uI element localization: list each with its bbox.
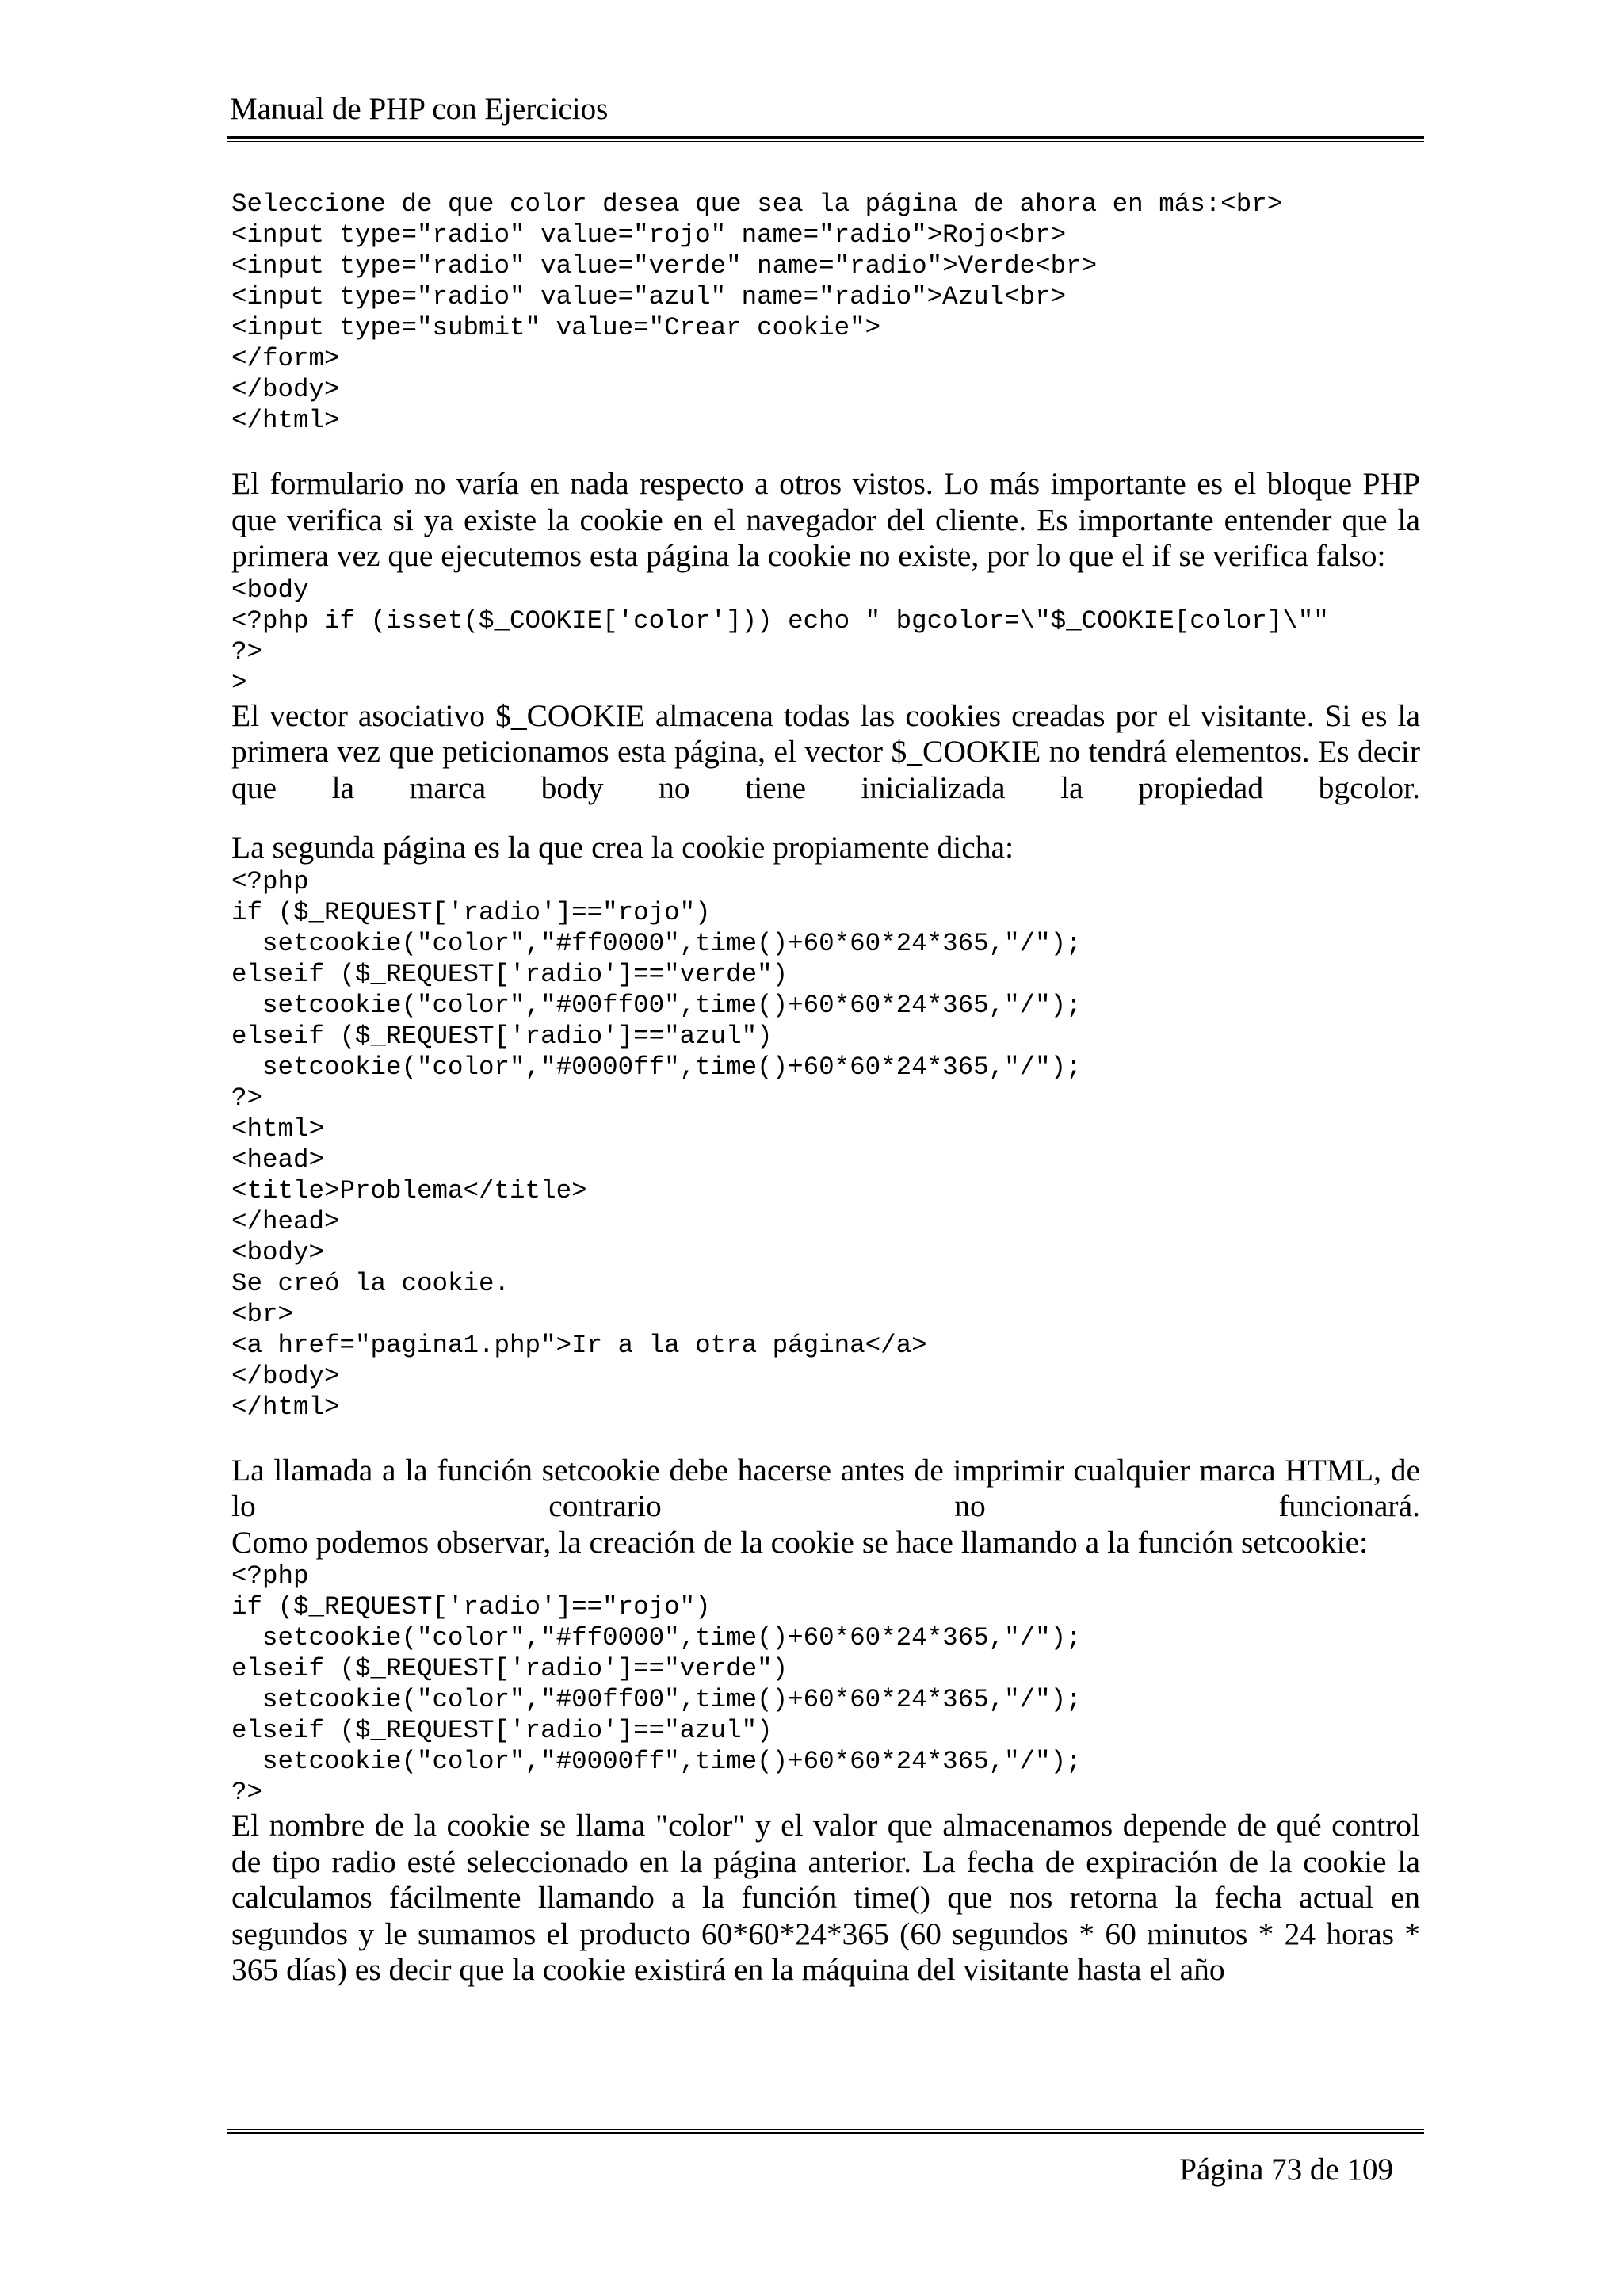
paragraph-form-explanation: El formulario no varía en nada respecto a otros vistos. Lo más importante es el bloque PHP que verifica si ya existe la cookie en el navegador del cliente. Es importante entender que la primera vez que ejecutemos esta página la cookie no existe, por lo que el if se verifica falso: — [231, 466, 1420, 573]
footer-rule-thin — [227, 2129, 1424, 2130]
header-rule-thin — [227, 141, 1424, 142]
paragraph-second-page-intro: La segunda página es la que crea la cookie propiamente dicha: — [231, 830, 1014, 865]
code-block-body-bgcolor: <body <?php if (isset($_COOKIE['color'])) echo " bgcolor=\"$_COOKIE[color]\"" ?> > — [231, 575, 1329, 697]
code-block-setcookie: <?php if ($_REQUEST['radio']=="rojo") setcookie("color","#ff0000",time()+60*60*24*365,"/"); elseif ($_REQUEST['radio']=="verde") setcookie("color","#00ff00",time()+60*60*24*365,"/"); elseif ($_REQUEST['radio']=="azul") setcookie("color","#0000ff",time()+60*60*24*365,"/"); ?> — [231, 1561, 1082, 1807]
header-rule-thick — [227, 136, 1424, 139]
code-block-second-page: <?php if ($_REQUEST['radio']=="rojo") setcookie("color","#ff0000",time()+60*60*24*365,"/"); elseif ($_REQUEST['radio']=="verde") setcookie("color","#00ff00",time()+60*60*24*365,"/"); elseif ($_REQUEST['radio']=="azul") setcookie("color","#0000ff",time()+60*60*24*365,"/"); ?> <html> <head> <title>Problema</title> </head> <body> Se creó la cookie. <br> <a href="pagina1.php">Ir a la otra página</a> </body> </html> — [231, 866, 1082, 1422]
page-number: Página 73 de 109 — [1179, 2153, 1393, 2187]
paragraph-setcookie-observe: Como podemos observar, la creación de la cookie se hace llamando a la función setcookie: — [231, 1524, 1369, 1560]
running-header-title: Manual de PHP con Ejercicios — [230, 92, 609, 126]
footer-rule-thick — [227, 2132, 1424, 2134]
paragraph-setcookie-before-html: La llamada a la función setcookie debe hacerse antes de imprimir cualquier marca HTML, de lo contrario no funcionará. — [231, 1452, 1420, 1523]
page-content — [231, 189, 1420, 1988]
paragraph-cookie-vector: El vector asociativo $_COOKIE almacena todas las cookies creadas por el visitante. Si es la primera vez que peticionamos esta página, el vector $_COOKIE no tendrá elementos. Es decir que la marca body no tiene inicializada la propiedad bgcolor. — [231, 697, 1420, 805]
paragraph-cookie-name-value: El nombre de la cookie se llama "color" y el valor que almacenamos depende de qué control de tipo radio esté seleccionado en la página anterior. La fecha de expiración de la cookie la calculamos fácilmente llamando a la función time() que nos retorna la fecha actual en segundos y le sumamos el producto 60*60*24*365 (60 segundos * 60 minutos * 24 horas * 365 días) es decir que la cookie existirá en la máquina del visitante hasta el año — [231, 1808, 1420, 1987]
code-block-form-end: Seleccione de que color desea que sea la página de ahora en más:<br> <input type="radio" value="rojo" name="radio">Rojo<br> <input type="radio" value="verde" name="radio">Verde<br> <input type="radio" value="azul" name="radio">Azul<br> <input type="submit" value="Crear cookie"> </form> </body> </html> — [231, 189, 1283, 435]
